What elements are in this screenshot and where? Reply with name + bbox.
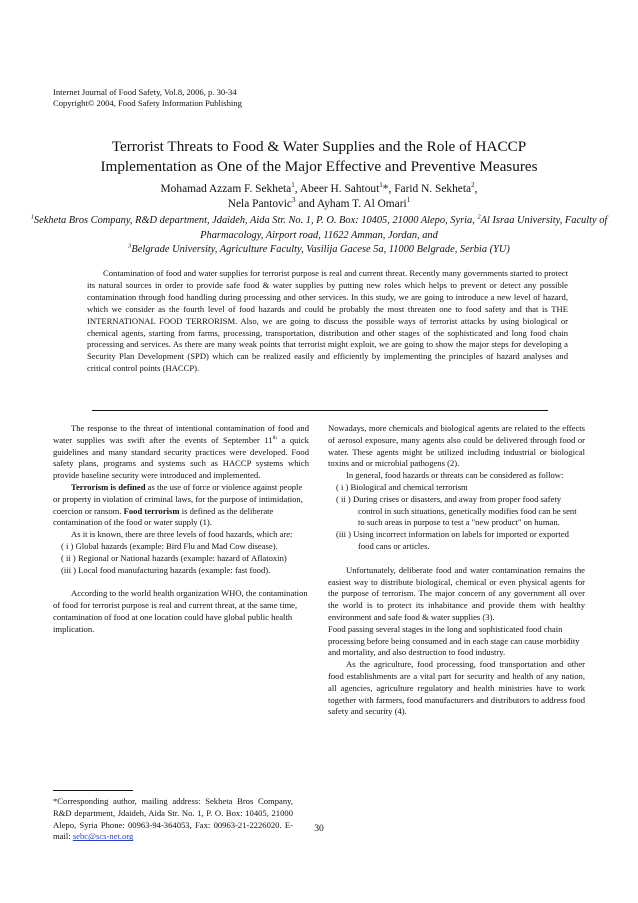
title-line-1: Terrorist Threats to Food & Water Supplies and the Role of HACCP <box>111 138 527 155</box>
left-column <box>53 423 309 636</box>
affiliation-2: Al Israa University, Faculty of Pharmacology, Airport road, 11622 Amman, Jordan, and <box>200 215 608 241</box>
author-affiliation-mark: 1 <box>406 196 411 205</box>
paragraph: According to the world health organization WHO, the contamination of food for terrorist purpose is real and current threat, at the same time, contamination of food at one location could have global public health implication. <box>53 588 308 634</box>
list-item: (iii ) Using incorrect information on labels for imported or exported food cans or articles. <box>336 529 569 551</box>
footnote-divider <box>53 790 133 791</box>
paragraph: Food passing several stages in the long and sophisticated food chain processing before being consumed and in each stage can cause morbidity and mortality, and also destruction to food industry. <box>328 623 580 658</box>
copyright-line: Copyright© 2004, Food Safety Information Publishing <box>53 98 242 108</box>
author-name: and Ayham T. Al Omari <box>298 198 407 210</box>
paragraph-text: a quick guidelines and many standard security practices were developed. Food safety plans, programs and systems such as HACCP systems which provide baseline security were introduced and implemented. <box>53 434 309 481</box>
bold-term: Food terrorism <box>123 505 180 516</box>
paragraph-text: is defined as the deliberate contamination of the food or water supply (1). <box>53 505 274 528</box>
list-item: ( i ) Global hazards (example: Bird Flu and Mad Cow disease). <box>61 540 278 551</box>
paragraph-text: The response to the threat of intentional contamination of food and water supplies was swift after the events of September 11 <box>53 423 309 445</box>
paragraph <box>53 482 309 529</box>
superscript: th <box>272 434 277 441</box>
bold-term: Terrorism is defined <box>71 481 146 492</box>
footnote-text: *Corresponding author, mailing address: Sekheta Bros Company, R&D department, Jdaideh, Aida Str. No. 1, P. O. Box: 10405, 21000 Alepo, Syria Phone: 00963-94-364053, Fax: 00963-21-2226020. E-mail: <box>53 796 293 842</box>
corresponding-star: * <box>382 183 389 195</box>
author-name: Abeer H. Sahtout <box>299 183 380 195</box>
affiliation-mark: 3 <box>128 242 132 250</box>
paper-title <box>40 137 598 176</box>
email-link[interactable]: sebc@scs-net.org <box>72 831 134 842</box>
page-number: 30 <box>314 823 324 834</box>
author-name: Farid N. Sekheta <box>394 183 472 195</box>
abstract <box>87 268 568 375</box>
author-line-2 <box>40 197 598 212</box>
author-list <box>40 182 598 212</box>
author-affiliation-mark: 1 <box>379 181 383 190</box>
paragraph <box>53 423 309 482</box>
author-affiliation-mark: 2 <box>471 181 475 190</box>
abstract-text: Contamination of food and water supplies for terrorist purpose is real and current threat. Recently many governments started to protect its natural sources in order to provide safe food & water supplies by putting new roles which helps to prevent or detect any possible contamination through food handling during processing and other services. In this study, we are going to introduce a new level of hazard, which we consider as the fourth level of food hazards and could be probably the most threaten one to food safety and that is THE INTERNATIONAL FOOD TERRORISM. Also, we are going to discuss the possible ways of terrorist attacks by using biological or chemical agents, starting from farms, processing, transportation, distribution and other stages of the sophisticated and long food chain processing and services. As there are many weak points that terrorist might exploit, we are going to show the major steps for developing a Security Plan Development (SPD) which can be realized easily and efficiently by implementing the principles of hazard analyses and critical control points (HACCP). <box>87 268 568 374</box>
affiliations <box>8 214 630 258</box>
paragraph: As it is known, there are three levels of food hazards, which are: <box>71 529 293 540</box>
author-affiliation-mark: 1 <box>291 181 295 190</box>
affiliation-3: Belgrade University, Agriculture Faculty, Vasilija Gacese 5a, 11000 Belgrade, Serbia (YU) <box>131 244 510 255</box>
paragraph: As the agriculture, food processing, food transportation and other food establishments are a vital part for security and health of any nation, all agencies, agriculture regulatory and health ministries have to work together with farmers, food manufacturers and distributors to address food safety and security (4). <box>328 659 585 717</box>
affiliation-mark: 2 <box>477 213 481 221</box>
title-line-2: Implementation as One of the Major Effective and Preventive Measures <box>100 157 538 175</box>
footnote <box>53 796 293 843</box>
paragraph: In general, food hazards or threats can be considered as follow: <box>346 470 564 481</box>
list-item: ( ii ) Regional or National hazards (example: hazard of Aflatoxin) <box>61 552 287 563</box>
author-name: Mohamad Azzam F. Sekheta <box>160 183 292 195</box>
journal-citation: Internet Journal of Food Safety, Vol.8, 2006, p. 30-34 <box>53 87 237 97</box>
author-name: Nela Pantovic <box>227 198 292 210</box>
paragraph: Unfortunately, deliberate food and water contamination remains the easiest way to distribute biological, chemical or even physical agents for the purpose of terrorism. The major concern of any government all over the world is to protect its inhabitance and provide them with healthy environment and safe food & water supplies (3). <box>328 564 585 622</box>
list-item: (iii ) Local food manufacturing hazards (example: fast food). <box>61 564 271 575</box>
abstract-divider <box>92 410 548 411</box>
journal-header <box>53 87 242 109</box>
affiliation-1: Sekheta Bros Company, R&D department, Jdaideh, Aida Str. No. 1, P. O. Box: 10405, 21000 Alepo, Syria, <box>33 215 475 226</box>
paragraph: Nowadays, more chemicals and biological agents are related to the effects of aerosol exposure, many agents also could be delivered through food or water. These agents might be utilized including industrial or biological toxins and or microbial pathogens (2). <box>328 423 585 469</box>
author-line-1: Mohamad Azzam F. Sekheta$^1$, Abeer H. Sahtout$^1$*, Farid N. Sekheta$^2$, <box>160 181 478 195</box>
right-column <box>328 423 585 718</box>
list-item: ( ii ) During crises or disasters, and away from proper food safety control in such situations, genetically modifies food can be sent to such areas in purpose to test a "new product" on human. <box>336 493 577 528</box>
author-affiliation-mark: 3 <box>291 196 296 205</box>
list-item: ( i ) Biological and chemical terrorism <box>336 481 468 492</box>
paragraph-text: as the use of force or violence against people or property in violation of criminal laws, for the purpose of intimidation, coercion or ransom. <box>53 481 303 516</box>
affiliation-mark: 1 <box>30 213 34 221</box>
